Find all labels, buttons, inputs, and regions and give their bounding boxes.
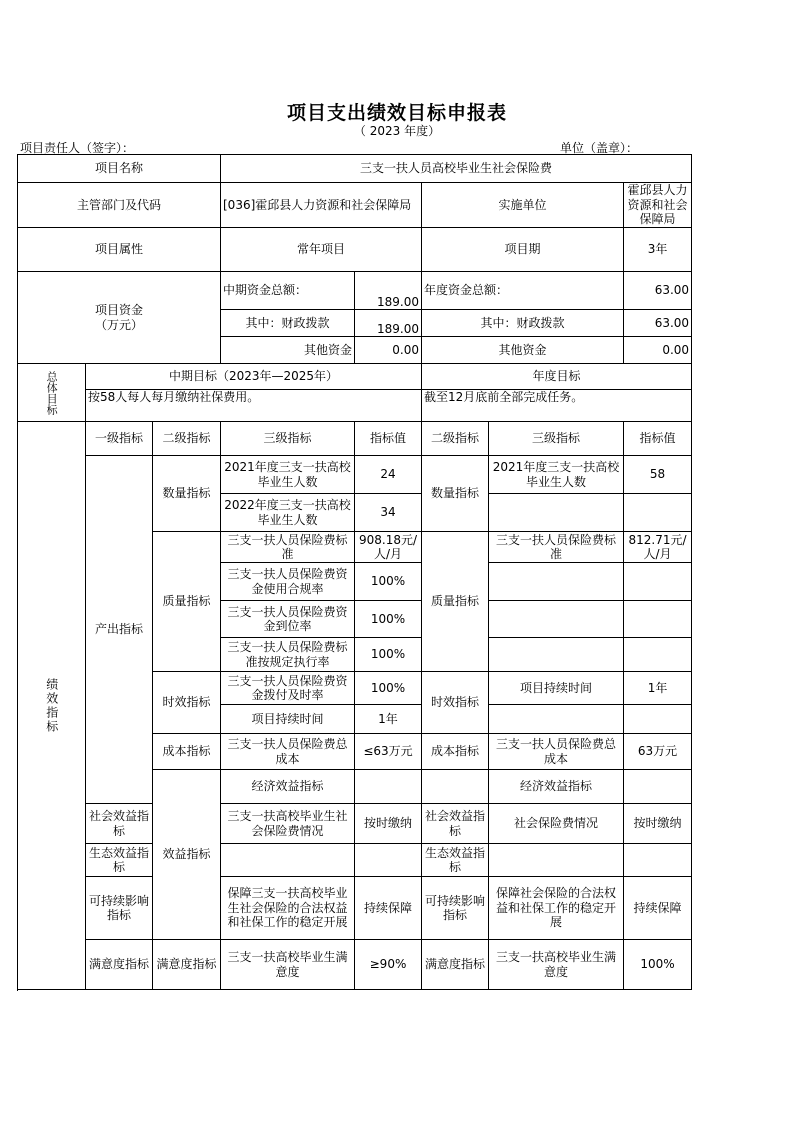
year-line: （ 2023 年度） [353, 124, 441, 138]
funds-label: 项目资金 （万元） [18, 272, 221, 364]
quality-year-label: 质量指标 [422, 532, 489, 672]
quantity-year-label: 数量指标 [422, 456, 489, 532]
quality-year-1-value: 812.71元/人/月 [624, 532, 692, 563]
year-goal-header: 年度目标 [422, 364, 692, 390]
timely-mid-2-value: 1年 [355, 705, 422, 734]
mid-total-label: 中期资金总额： [221, 272, 355, 310]
mid-fiscal-value: 189.00 [355, 310, 422, 337]
quality-mid-3: 三支一扶人员保险费资金到位率 [221, 601, 355, 638]
quality-indicator-label: 质量指标 [153, 532, 221, 672]
social-mid-1: 三支一扶高校毕业生社会保险费情况 [221, 804, 355, 844]
page-title: 项目支出绩效目标申报表 [286, 102, 507, 124]
quantity-year-1-value: 58 [624, 456, 692, 494]
project-name-value: 三支一扶人员高校毕业生社会保险费 [221, 155, 692, 183]
attr-label: 项目属性 [18, 228, 221, 272]
quality-mid-2: 三支一扶人员保险费资金使用合规率 [221, 563, 355, 601]
header-level1: 一级指标 [86, 422, 153, 456]
empty-cell [489, 844, 624, 877]
year-other-value: 0.00 [624, 337, 692, 364]
satisfaction-year-1: 三支一扶高校毕业生满意度 [489, 940, 624, 990]
sustain-year-1-value: 持续保障 [624, 877, 692, 940]
sustain-mid-1-value: 持续保障 [355, 877, 422, 940]
social-year-label: 社会效益指标 [422, 804, 489, 844]
empty-cell [489, 705, 624, 734]
quality-year-1: 三支一扶人员保险费标准 [489, 532, 624, 563]
satisfaction-indicator-label: 满意度指标 [86, 940, 153, 990]
performance-indicators-label: 绩效指标 [18, 422, 86, 990]
mid-other-value: 0.00 [355, 337, 422, 364]
quantity-mid-2: 2022年度三支一扶高校毕业生人数 [221, 494, 355, 532]
quantity-year-2-value [624, 494, 692, 532]
empty-cell [624, 601, 692, 638]
mid-total-value: 189.00 [355, 272, 422, 310]
eco-year-label: 生态效益指标 [422, 844, 489, 877]
empty-cell [624, 844, 692, 877]
header-year-level2: 二级指标 [422, 422, 489, 456]
satisfaction-year-label: 满意度指标 [422, 940, 489, 990]
satisfaction-year-1-value: 100% [624, 940, 692, 990]
empty-cell [422, 770, 489, 804]
quantity-mid-1: 2021年度三支一扶高校毕业生人数 [221, 456, 355, 494]
period-label: 项目期 [422, 228, 624, 272]
header-level3: 三级指标 [221, 422, 355, 456]
eco-indicator-label: 生态效益指标 [86, 844, 153, 877]
empty-cell [624, 705, 692, 734]
impl-unit-value: 霍邱县人力资源和社会保障局 [624, 183, 692, 228]
quality-mid-3-value: 100% [355, 601, 422, 638]
timely-year-1-value: 1年 [624, 672, 692, 705]
empty-cell [489, 601, 624, 638]
dept-label: 主管部门及代码 [18, 183, 221, 228]
empty-cell [489, 563, 624, 601]
header-value: 指标值 [355, 422, 422, 456]
mid-goal-header: 中期目标（2023年—2025年） [86, 364, 422, 390]
satisfaction-level2-label: 满意度指标 [153, 940, 221, 990]
sustain-mid-1: 保障三支一扶高校毕业生社会保险的合法权益和社保工作的稳定开展 [221, 877, 355, 940]
timely-mid-2: 项目持续时间 [221, 705, 355, 734]
timely-indicator-label: 时效指标 [153, 672, 221, 734]
header-year-level3: 三级指标 [489, 422, 624, 456]
econ-year-label: 经济效益指标 [489, 770, 624, 804]
period-value: 3年 [624, 228, 692, 272]
quantity-mid-2-value: 34 [355, 494, 422, 532]
cost-mid-1-value: ≤63万元 [355, 734, 422, 770]
social-year-1: 社会保险费情况 [489, 804, 624, 844]
mid-fiscal-label: 其中：财政拨款 [221, 310, 355, 337]
output-indicator-label: 产出指标 [86, 456, 153, 804]
dept-value: [036]霍邱县人力资源和社会保障局 [221, 183, 422, 228]
social-mid-1-value: 按时缴纳 [355, 804, 422, 844]
year-goal-text: 截至12月底前全部完成任务。 [422, 390, 692, 422]
satisfaction-mid-1: 三支一扶高校毕业生满意度 [221, 940, 355, 990]
quality-mid-4: 三支一扶人员保险费标准按规定执行率 [221, 638, 355, 672]
header-year-value: 指标值 [624, 422, 692, 456]
quantity-indicator-label: 数量指标 [153, 456, 221, 532]
quality-mid-4-value: 100% [355, 638, 422, 672]
social-year-1-value: 按时缴纳 [624, 804, 692, 844]
empty-cell [355, 770, 422, 804]
unit-seal-label: 单位（盖章）： [560, 141, 639, 155]
project-name-label: 项目名称 [18, 155, 221, 183]
quantity-mid-1-value: 24 [355, 456, 422, 494]
cost-year-label: 成本指标 [422, 734, 489, 770]
sustain-year-label: 可持续影响指标 [422, 877, 489, 940]
empty-cell [624, 563, 692, 601]
mid-other-label: 其他资金 [221, 337, 355, 364]
timely-mid-1-value: 100% [355, 672, 422, 705]
header-level2: 二级指标 [153, 422, 221, 456]
attr-value: 常年项目 [221, 228, 422, 272]
quality-mid-1-value: 908.18元/人/月 [355, 532, 422, 563]
quality-mid-1: 三支一扶人员保险费标准 [221, 532, 355, 563]
quantity-year-2 [489, 494, 624, 532]
year-total-label: 年度资金总额： [422, 272, 624, 310]
timely-year-1: 项目持续时间 [489, 672, 624, 705]
social-indicator-label: 社会效益指标 [86, 804, 153, 844]
empty-cell [489, 638, 624, 672]
sustain-year-1: 保障社会保险的合法权益和社保工作的稳定开展 [489, 877, 624, 940]
year-fiscal-value: 63.00 [624, 310, 692, 337]
econ-indicator-label: 经济效益指标 [221, 770, 355, 804]
cost-indicator-label: 成本指标 [153, 734, 221, 770]
overall-goal-label: 总体目标 [18, 364, 86, 422]
quality-mid-2-value: 100% [355, 563, 422, 601]
quantity-year-1: 2021年度三支一扶高校毕业生人数 [489, 456, 624, 494]
benefit-indicator-label: 效益指标 [153, 770, 221, 940]
cost-year-1: 三支一扶人员保险费总成本 [489, 734, 624, 770]
empty-cell [624, 770, 692, 804]
cost-year-1-value: 63万元 [624, 734, 692, 770]
empty-cell [221, 844, 355, 877]
mid-goal-text: 按58人每人每月缴纳社保费用。 [86, 390, 422, 422]
timely-mid-1: 三支一扶人员保险费资金拨付及时率 [221, 672, 355, 705]
responsible-signature-label: 项目责任人（签字）： [20, 141, 135, 155]
year-other-label: 其他资金 [422, 337, 624, 364]
year-total-value: 63.00 [624, 272, 692, 310]
year-fiscal-label: 其中：财政拨款 [422, 310, 624, 337]
empty-cell [624, 638, 692, 672]
performance-goal-table [17, 154, 692, 990]
impl-unit-label: 实施单位 [422, 183, 624, 228]
sustain-indicator-label: 可持续影响指标 [86, 877, 153, 940]
cost-mid-1: 三支一扶人员保险费总成本 [221, 734, 355, 770]
empty-cell [355, 844, 422, 877]
timely-year-label: 时效指标 [422, 672, 489, 734]
satisfaction-mid-1-value: ≥90% [355, 940, 422, 990]
